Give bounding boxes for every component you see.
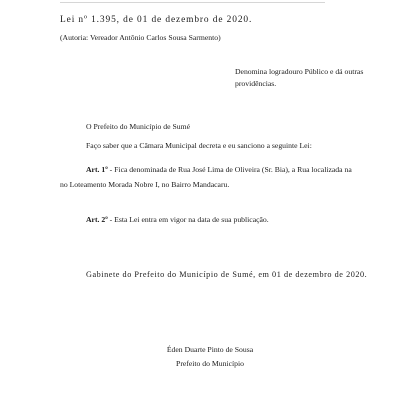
article-2-text: - Esta Lei entra em vigor na data de sua publicação. [107,215,269,224]
signatory-role: Prefeito do Município [176,359,244,368]
article-1-text: - Fica denominada de Rua José Lima de Oliveira (Sr. Bia), a Rua localizada na [107,165,352,174]
top-divider [60,2,325,3]
article-2-label: Art. 2º [86,215,108,224]
article-1-line-2: no Loteamento Morada Nobre I, no Bairro Mandacaru. [60,180,230,189]
law-ementa: Denomina logradouro Público e dá outras providências. [235,67,364,88]
article-1-label: Art. 1º [86,165,108,174]
law-title: Lei nº 1.395, de 01 de dezembro de 2020. [60,15,253,25]
article-1-line-1 [86,165,352,174]
decree-line: Faço saber que a Câmara Municipal decreta e eu sanciono a seguinte Lei: [86,141,312,150]
intro-line: O Prefeito do Município de Sumé [86,122,190,131]
law-author: (Autoria: Vereador Antônio Carlos Sousa Sarmento) [60,33,221,42]
article-2 [86,215,269,224]
signature-block [0,343,420,371]
signatory-name: Éden Duarte Pinto de Sousa [166,345,254,354]
closing-line: Gabinete do Prefeito do Município de Sumé, em 01 de dezembro de 2020. [86,270,368,279]
